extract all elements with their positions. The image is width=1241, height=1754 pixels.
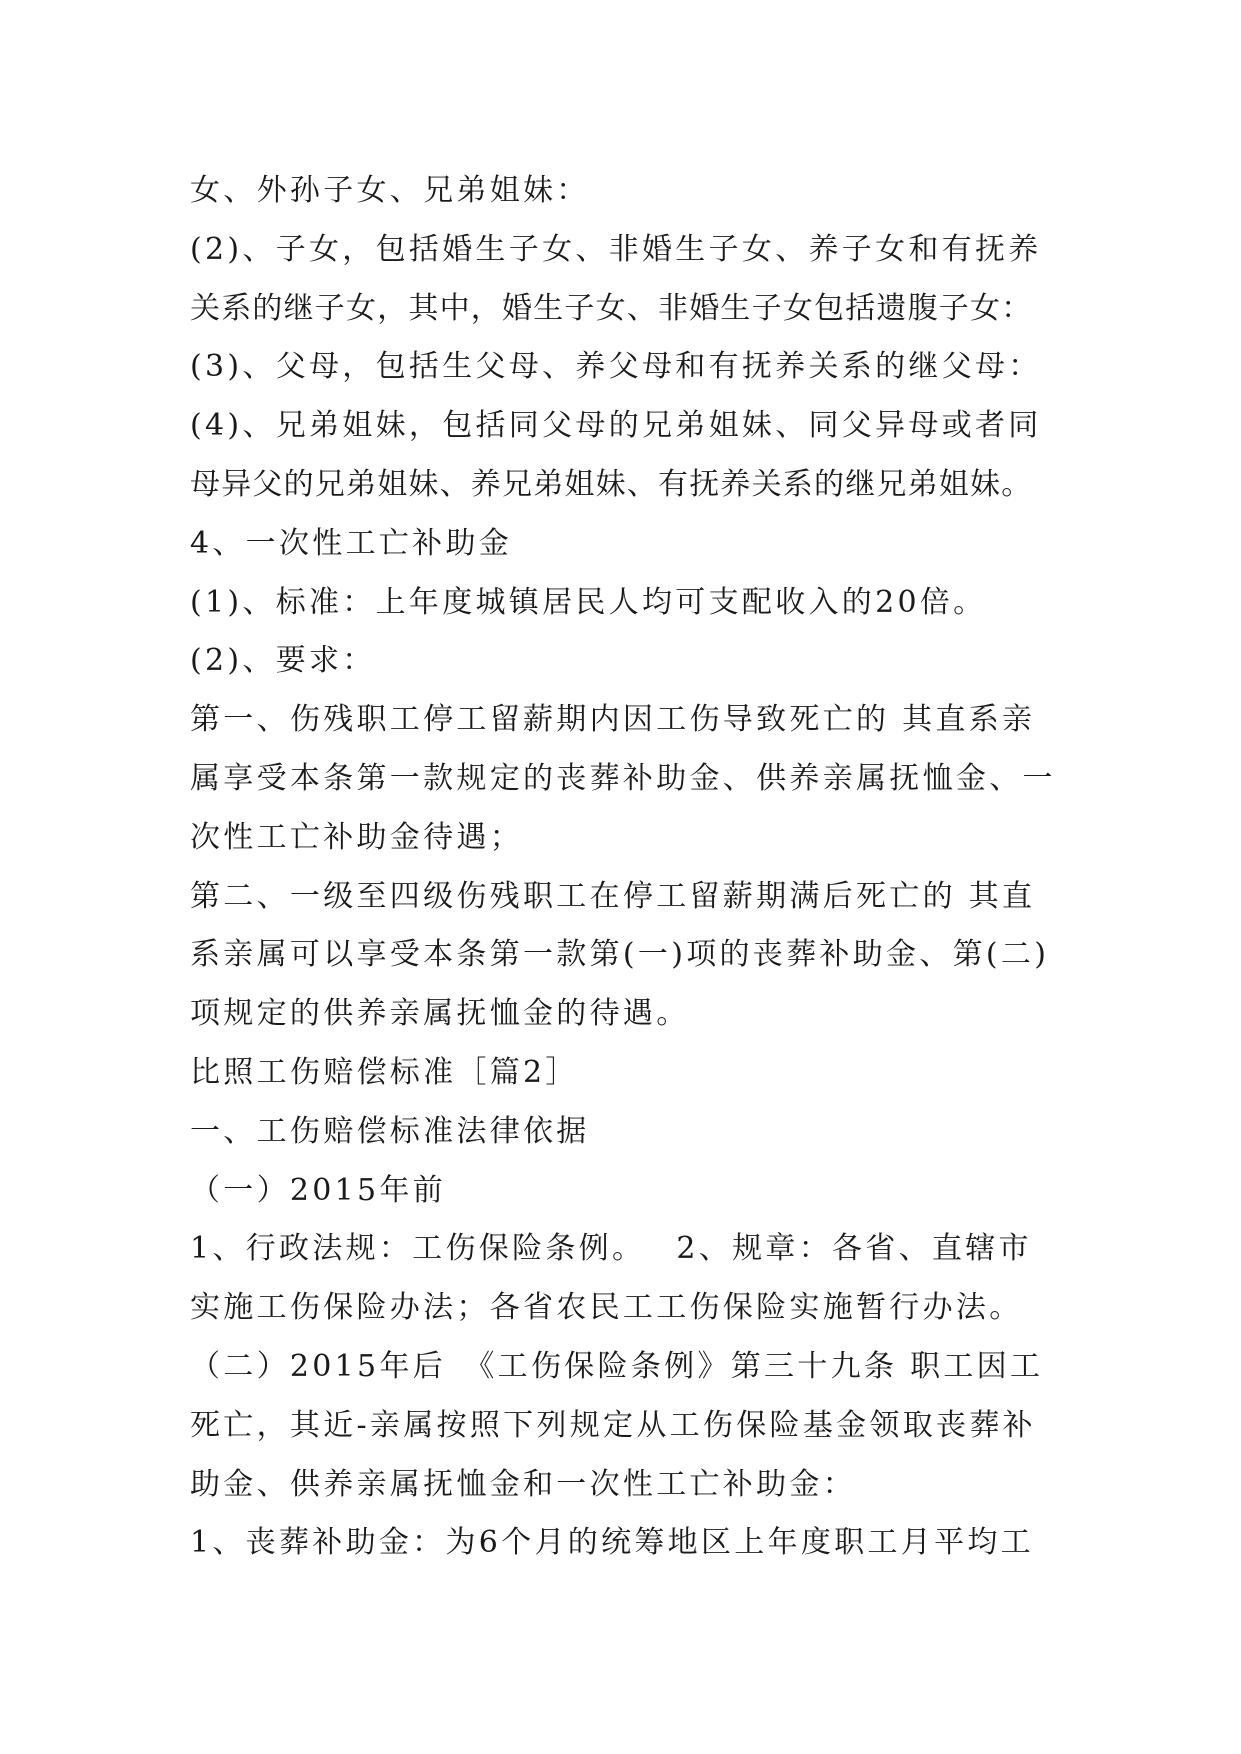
text-line: 母异父的兄弟姐妹、养兄弟姐妹、有抚养关系的继兄弟姐妹。: [190, 466, 1033, 502]
text-line: 系亲属可以享受本条第一款第(一)项的丧葬补助金、第(二): [190, 937, 1050, 973]
text-line: (2)、子女，包括婚生子女、非婚生子女、养子女和有抚养: [190, 231, 1042, 267]
text-line: 次性工亡补助金待遇；: [190, 819, 523, 855]
text-line: 1、丧葬补助金：为6个月的统筹地区上年度职工月平均工: [190, 1525, 1034, 1561]
text-line: 项规定的供养亲属抚恤金的待遇。: [190, 996, 690, 1032]
text-line: 属享受本条第一款规定的丧葬补助金、供养亲属抚恤金、一: [190, 760, 1056, 796]
text-line: (4)、兄弟姐妹，包括同父母的兄弟姐妹、同父异母或者同: [190, 408, 1042, 444]
text-line: 第二、一级至四级伤残职工在停工留薪期满后死亡的 其直: [190, 878, 1036, 914]
text-line: （二）2015年后 《工伤保险条例》第三十九条 职工因工: [190, 1348, 1044, 1384]
text-line: 实施工伤保险办法；各省农民工工伤保险实施暂行办法。: [190, 1290, 1023, 1326]
text-line: (1)、标准：上年度城镇居民人均可支配收入的20倍。: [190, 584, 987, 620]
subsection-heading: （一）2015年前: [190, 1172, 447, 1208]
text-line: 第一、伤残职工停工留薪期内因工伤导致死亡的 其直系亲: [190, 702, 1036, 738]
section-heading: 4、一次性工亡补助金: [190, 525, 513, 561]
text-line: 助金、供养亲属抚恤金和一次性工亡补助金：: [190, 1466, 856, 1502]
text-line: 死亡，其近-亲属按照下列规定从工伤保险基金领取丧葬补: [190, 1407, 1036, 1443]
document-body: [190, 162, 1060, 1573]
text-line: (3)、父母，包括生父母、养父母和有抚养关系的继父母：: [190, 349, 1042, 385]
text-line: (2)、要求：: [190, 643, 376, 679]
section-heading: 一、工伤赔偿标准法律依据: [190, 1113, 590, 1149]
text-line: 女、外孙子女、兄弟姐妹：: [190, 173, 590, 208]
article-title: 比照工伤赔偿标准［篇2］: [190, 1054, 579, 1090]
text-line: 1、行政法规：工伤保险条例。 2、规章：各省、直辖市: [190, 1231, 1032, 1267]
text-line: 关系的继子女，其中，婚生子女、非婚生子女包括遗腹子女：: [190, 290, 1033, 326]
